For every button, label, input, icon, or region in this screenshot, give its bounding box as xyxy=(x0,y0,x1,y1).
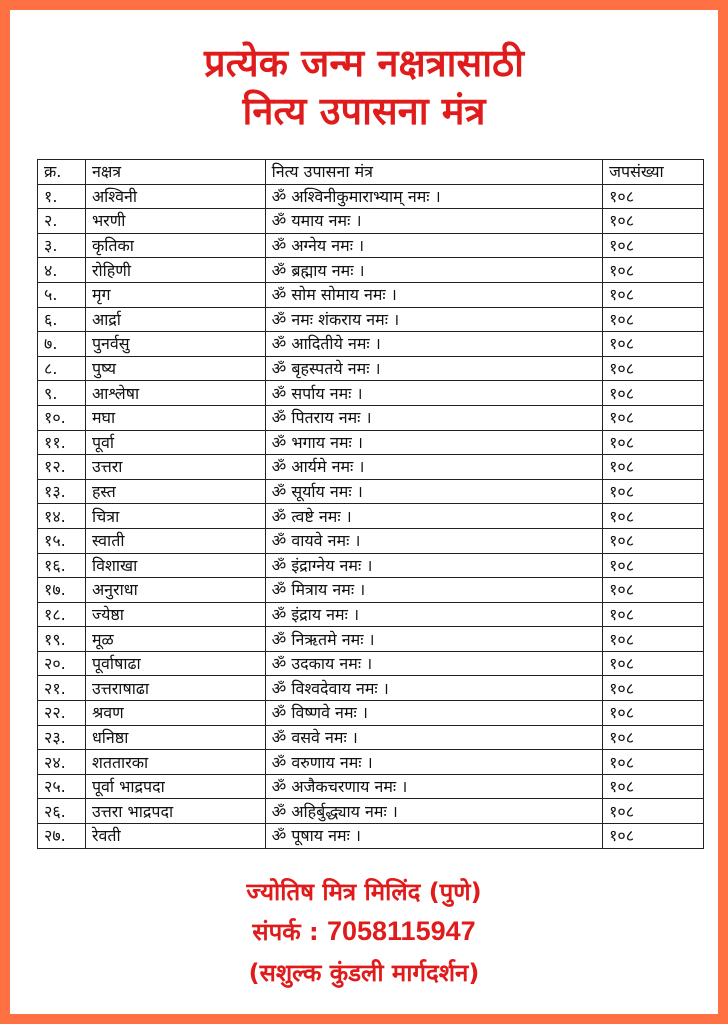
nakshatra-cell: पूर्वा भाद्रपदा xyxy=(85,774,265,799)
table-row xyxy=(38,750,704,775)
mantra-cell: ॐ सर्पाय नमः । xyxy=(265,381,602,406)
page-title-line-2: नित्य उपासना मंत्र xyxy=(242,89,486,133)
table-row xyxy=(38,282,704,307)
header-serial: क्र. xyxy=(38,160,86,185)
table-row xyxy=(38,455,704,480)
jap-count-cell: १०८ xyxy=(603,504,704,529)
nakshatra-cell: धनिष्ठा xyxy=(85,725,265,750)
serial-cell: २५. xyxy=(38,774,86,799)
nakshatra-cell: ज्येष्ठा xyxy=(85,602,265,627)
table-row xyxy=(38,774,704,799)
table-row xyxy=(38,381,704,406)
serial-cell: २१. xyxy=(38,676,86,701)
mantra-cell: ॐ इंद्राय नमः । xyxy=(265,602,602,627)
table-row xyxy=(38,602,704,627)
jap-count-cell: १०८ xyxy=(603,258,704,283)
nakshatra-cell: रेवती xyxy=(85,824,265,849)
page xyxy=(10,10,718,1014)
jap-count-cell: १०८ xyxy=(603,578,704,603)
mantra-cell: ॐ अश्विनीकुमाराभ्याम् नमः । xyxy=(265,184,602,209)
serial-cell: १३. xyxy=(38,479,86,504)
nakshatra-cell: रोहिणी xyxy=(85,258,265,283)
jap-count-cell: १०८ xyxy=(603,479,704,504)
nakshatra-cell: पुनर्वसु xyxy=(85,332,265,357)
mantra-cell: ॐ अग्नेय नमः । xyxy=(265,233,602,258)
mantra-cell: ॐ यमाय नमः । xyxy=(265,209,602,234)
mantra-cell: ॐ त्वष्टे नमः । xyxy=(265,504,602,529)
serial-cell: २४. xyxy=(38,750,86,775)
mantra-cell: ॐ भगाय नमः । xyxy=(265,430,602,455)
mantra-cell: ॐ सूर्याय नमः । xyxy=(265,479,602,504)
nakshatra-cell: भरणी xyxy=(85,209,265,234)
table-row xyxy=(38,307,704,332)
jap-count-cell: १०८ xyxy=(603,651,704,676)
mantra-cell: ॐ वायवे नमः । xyxy=(265,528,602,553)
header-nakshatra: नक्षत्र xyxy=(85,160,265,185)
serial-cell: ९. xyxy=(38,381,86,406)
serial-cell: १५. xyxy=(38,528,86,553)
mantra-cell: ॐ इंद्राग्नेय नमः । xyxy=(265,553,602,578)
jap-count-cell: १०८ xyxy=(603,553,704,578)
jap-count-cell: १०८ xyxy=(603,307,704,332)
mantra-cell: ॐ अहिर्बुद्ध्याय नमः । xyxy=(265,799,602,824)
table-row xyxy=(38,651,704,676)
table-row xyxy=(38,701,704,726)
serial-cell: २६. xyxy=(38,799,86,824)
serial-cell: १८. xyxy=(38,602,86,627)
nakshatra-cell: उत्तरा xyxy=(85,455,265,480)
table-row xyxy=(38,725,704,750)
mantra-cell: ॐ नमः शंकराय नमः । xyxy=(265,307,602,332)
contact-number: 7058115947 xyxy=(326,916,476,946)
page-title-line-1: प्रत्येक जन्म नक्षत्रासाठी xyxy=(204,41,524,85)
nakshatra-cell: चित्रा xyxy=(85,504,265,529)
mantra-table xyxy=(37,159,704,849)
mantra-cell: ॐ आर्यमे नमः । xyxy=(265,455,602,480)
jap-count-cell: १०८ xyxy=(603,627,704,652)
nakshatra-cell: आश्लेषा xyxy=(85,381,265,406)
serial-cell: ८. xyxy=(38,356,86,381)
jap-count-cell: १०८ xyxy=(603,528,704,553)
nakshatra-cell: आर्द्रा xyxy=(85,307,265,332)
nakshatra-cell: पूर्वाषाढा xyxy=(85,651,265,676)
table-row xyxy=(38,824,704,849)
mantra-cell: ॐ विष्णवे नमः । xyxy=(265,701,602,726)
serial-cell: १६. xyxy=(38,553,86,578)
table-row xyxy=(38,233,704,258)
header-jap-count: जपसंख्या xyxy=(603,160,704,185)
nakshatra-cell: अश्विनी xyxy=(85,184,265,209)
serial-cell: २२. xyxy=(38,701,86,726)
jap-count-cell: १०८ xyxy=(603,184,704,209)
serial-cell: १२. xyxy=(38,455,86,480)
table-row xyxy=(38,332,704,357)
mantra-cell: ॐ वसवे नमः । xyxy=(265,725,602,750)
mantra-cell: ॐ मित्राय नमः । xyxy=(265,578,602,603)
header-mantra: नित्य उपासना मंत्र xyxy=(265,160,602,185)
jap-count-cell: १०८ xyxy=(603,774,704,799)
service-note: (सशुल्क कुंडली मार्गदर्शन) xyxy=(248,959,480,987)
mantra-cell: ॐ निऋतमे नमः । xyxy=(265,627,602,652)
mantra-cell: ॐ वरुणाय नमः । xyxy=(265,750,602,775)
nakshatra-cell: श्रवण xyxy=(85,701,265,726)
table-row xyxy=(38,405,704,430)
serial-cell: १७. xyxy=(38,578,86,603)
jap-count-cell: १०८ xyxy=(603,725,704,750)
jap-count-cell: १०८ xyxy=(603,750,704,775)
mantra-cell: ॐ उदकाय नमः । xyxy=(265,651,602,676)
mantra-cell: ॐ पूषाय नमः । xyxy=(265,824,602,849)
mantra-cell: ॐ पितराय नमः । xyxy=(265,405,602,430)
author-name: ज्योतिष मित्र मिलिंद (पुणे) xyxy=(246,878,482,906)
jap-count-cell: १०८ xyxy=(603,799,704,824)
serial-cell: १०. xyxy=(38,405,86,430)
serial-cell: २७. xyxy=(38,824,86,849)
nakshatra-cell: कृतिका xyxy=(85,233,265,258)
serial-cell: ३. xyxy=(38,233,86,258)
serial-cell: २०. xyxy=(38,651,86,676)
serial-cell: २३. xyxy=(38,725,86,750)
nakshatra-cell: उत्तराषाढा xyxy=(85,676,265,701)
serial-cell: १. xyxy=(38,184,86,209)
table-row xyxy=(38,258,704,283)
jap-count-cell: १०८ xyxy=(603,209,704,234)
nakshatra-cell: मृग xyxy=(85,282,265,307)
table-row xyxy=(38,578,704,603)
mantra-cell: ॐ ब्रह्माय नमः । xyxy=(265,258,602,283)
nakshatra-cell: मूळ xyxy=(85,627,265,652)
serial-cell: ७. xyxy=(38,332,86,357)
contact-label: संपर्क : xyxy=(252,918,319,946)
nakshatra-cell: हस्त xyxy=(85,479,265,504)
jap-count-cell: १०८ xyxy=(603,824,704,849)
contact-line xyxy=(10,915,718,948)
table-row xyxy=(38,356,704,381)
table-row xyxy=(38,676,704,701)
mantra-cell: ॐ सोम सोमाय नमः । xyxy=(265,282,602,307)
jap-count-cell: १०८ xyxy=(603,381,704,406)
serial-cell: ५. xyxy=(38,282,86,307)
serial-cell: ११. xyxy=(38,430,86,455)
serial-cell: १४. xyxy=(38,504,86,529)
serial-cell: ४. xyxy=(38,258,86,283)
mantra-cell: ॐ अजैकचरणाय नमः । xyxy=(265,774,602,799)
mantra-cell: ॐ आदितीये नमः । xyxy=(265,332,602,357)
jap-count-cell: १०८ xyxy=(603,602,704,627)
nakshatra-cell: उत्तरा भाद्रपदा xyxy=(85,799,265,824)
nakshatra-cell: मघा xyxy=(85,405,265,430)
table-row xyxy=(38,553,704,578)
nakshatra-cell: विशाखा xyxy=(85,553,265,578)
table-row xyxy=(38,430,704,455)
table-row xyxy=(38,504,704,529)
nakshatra-cell: शततारका xyxy=(85,750,265,775)
table-header-row xyxy=(38,160,704,185)
table-row xyxy=(38,209,704,234)
mantra-cell: ॐ विश्वदेवाय नमः । xyxy=(265,676,602,701)
jap-count-cell: १०८ xyxy=(603,405,704,430)
serial-cell: १९. xyxy=(38,627,86,652)
serial-cell: २. xyxy=(38,209,86,234)
jap-count-cell: १०८ xyxy=(603,455,704,480)
table-row xyxy=(38,528,704,553)
jap-count-cell: १०८ xyxy=(603,332,704,357)
nakshatra-cell: पूर्वा xyxy=(85,430,265,455)
nakshatra-cell: स्वाती xyxy=(85,528,265,553)
table-row xyxy=(38,184,704,209)
mantra-cell: ॐ बृहस्पतये नमः । xyxy=(265,356,602,381)
table-row xyxy=(38,799,704,824)
jap-count-cell: १०८ xyxy=(603,282,704,307)
table-row xyxy=(38,479,704,504)
jap-count-cell: १०८ xyxy=(603,701,704,726)
table-row xyxy=(38,627,704,652)
jap-count-cell: १०८ xyxy=(603,430,704,455)
nakshatra-cell: पुष्य xyxy=(85,356,265,381)
nakshatra-cell: अनुराधा xyxy=(85,578,265,603)
jap-count-cell: १०८ xyxy=(603,676,704,701)
jap-count-cell: १०८ xyxy=(603,233,704,258)
jap-count-cell: १०८ xyxy=(603,356,704,381)
serial-cell: ६. xyxy=(38,307,86,332)
